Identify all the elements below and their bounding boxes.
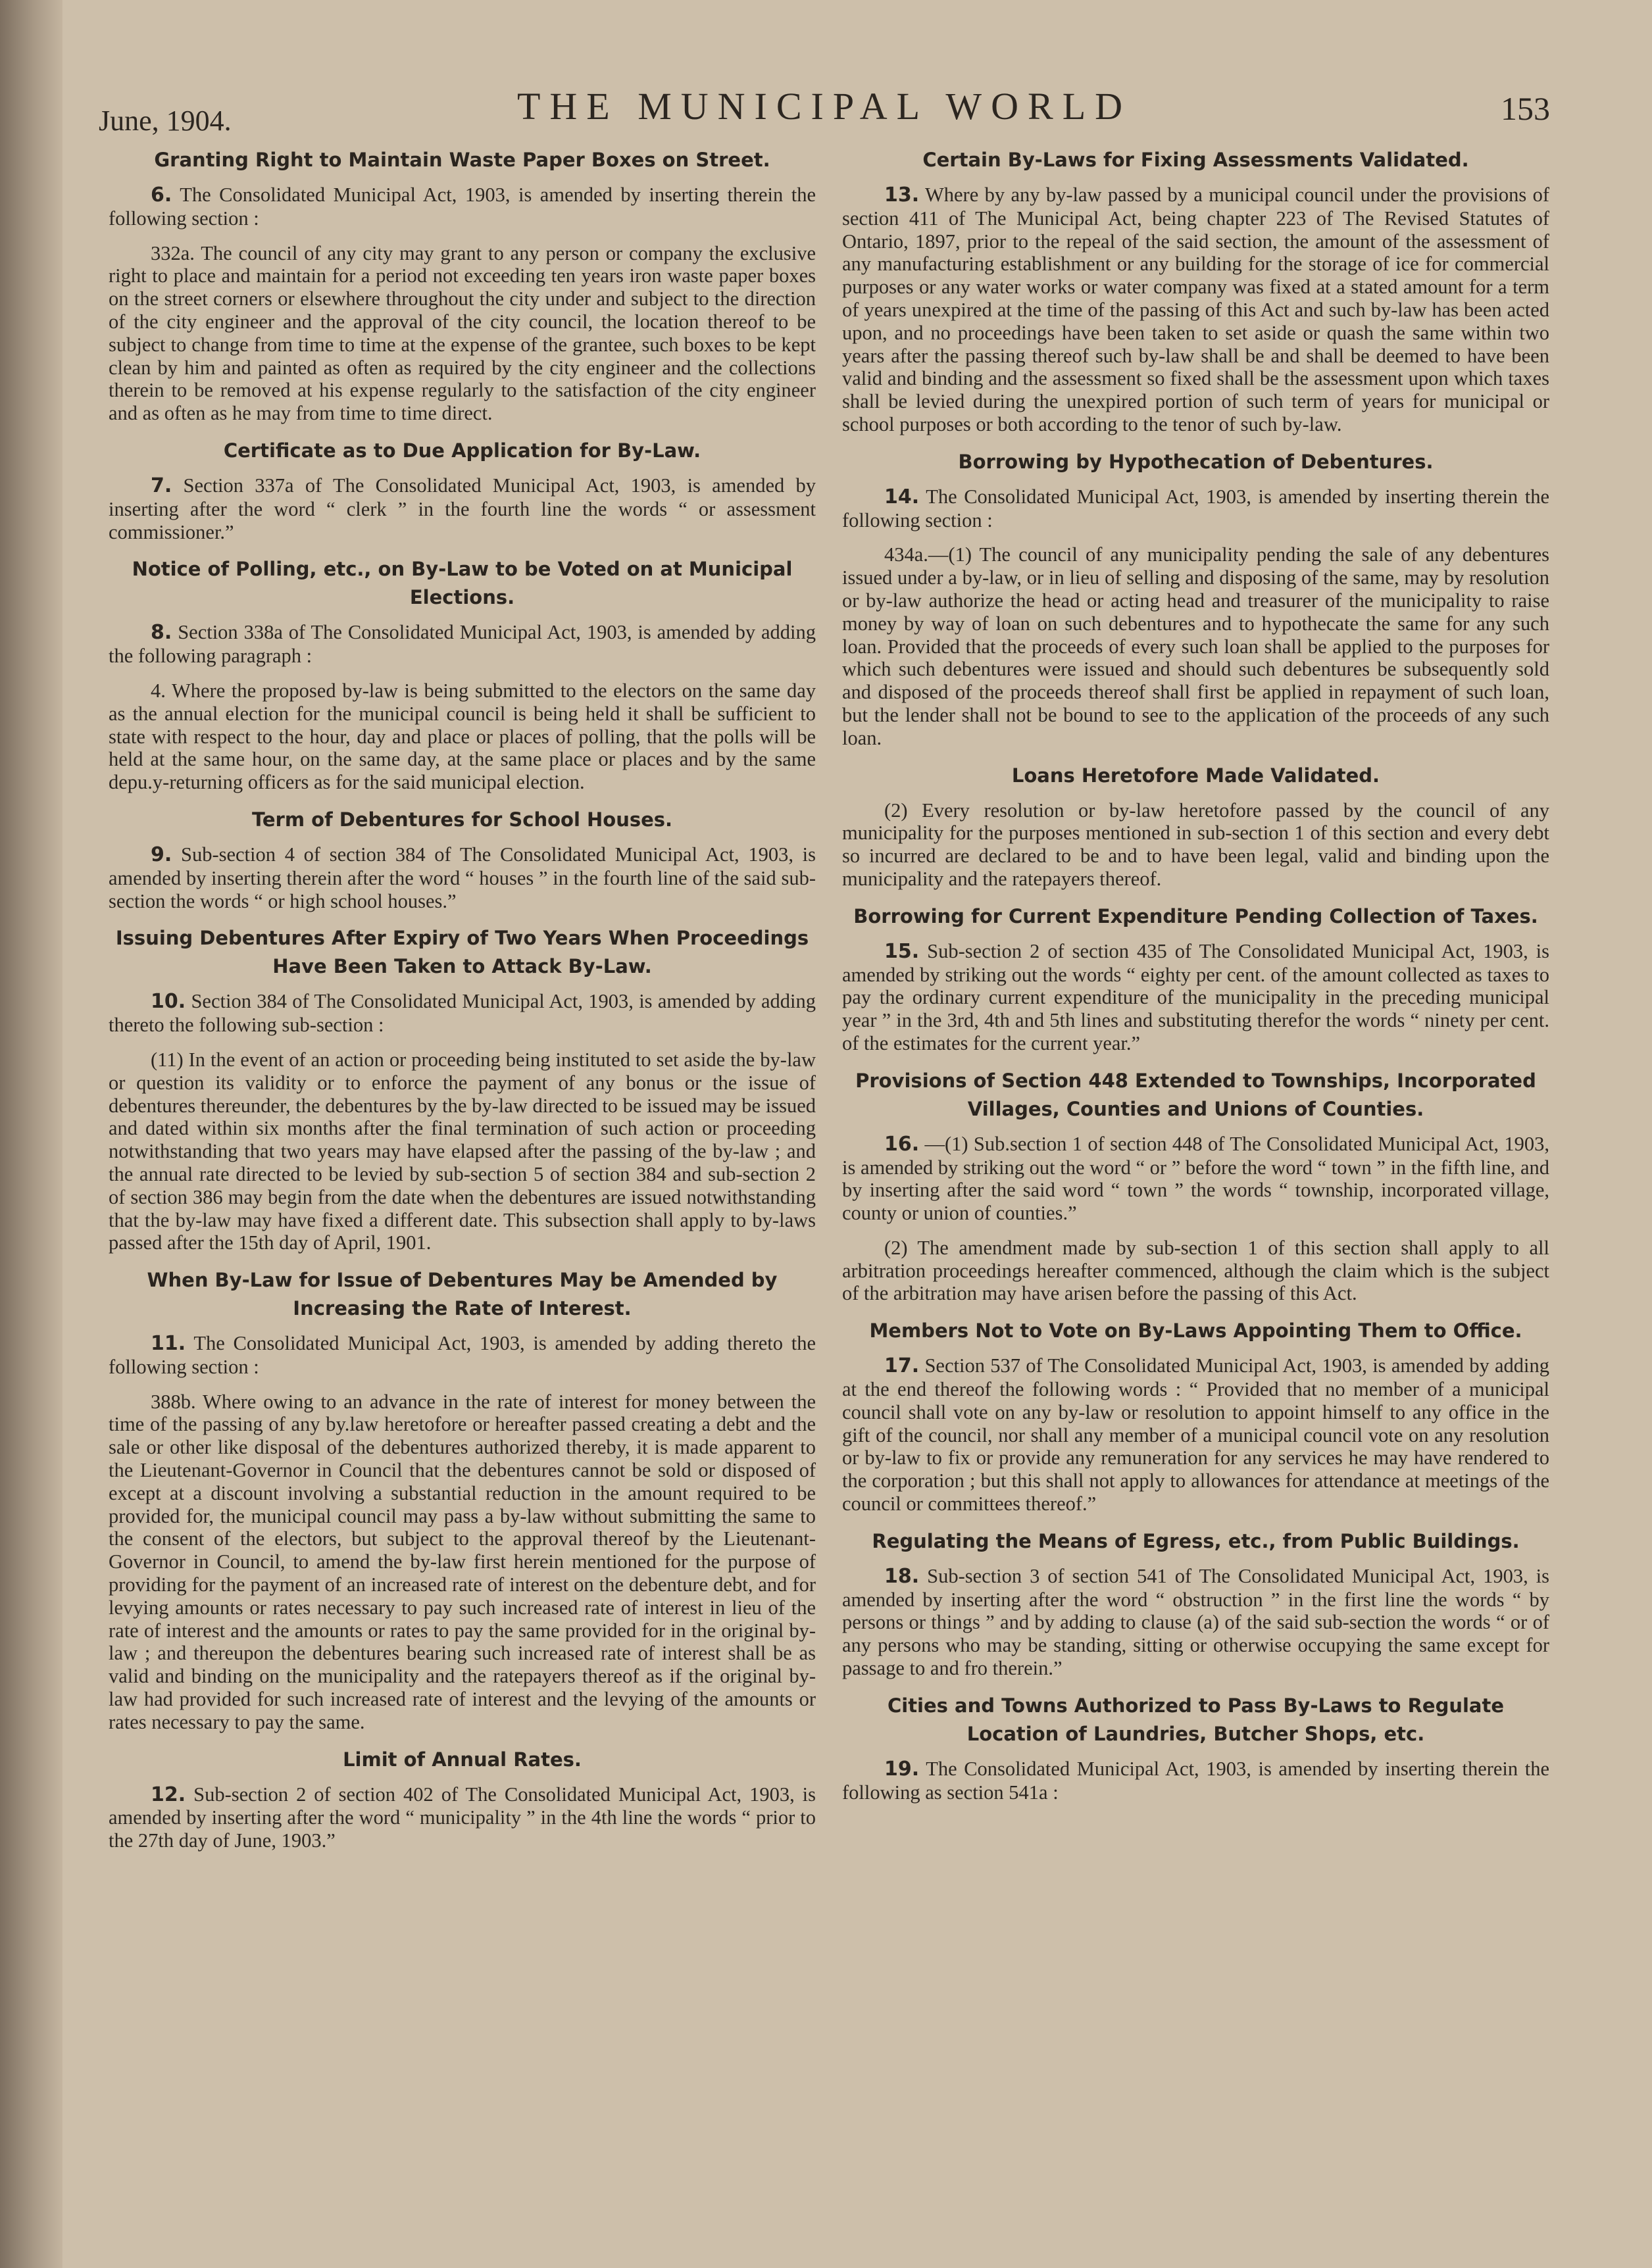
paragraph-text: Sub-section 2 of section 435 of The Consolidated Municipal Act, 1903, is amended by striking out the words “ eighty per cent. of the amount collected as taxes to pay the ordinary current expenditure of the municipality in the preceding municipal year ” in the 3rd, 4th and 5th lines and substituting therefor the words “ ninety per cent. of the estimates for the current year.”	[842, 939, 1550, 1054]
section-paragraph	[109, 1332, 816, 1379]
section-number: 6.	[151, 184, 172, 207]
paragraph-text: Where by any by-law passed by a municipal council under the provisions of section 411 of The Municipal Act, being chapter 223 of The Revised Statutes of Ontario, 1897, prior to the repeal of the said section, the amount of the assessment of any manufacturing establishment or any building for the storage of ice for commercial purposes or any water works or water company was fixed at a stated amount for a term of years unexpired at the time of the passing of this Act and such by-law has been acted upon, and no proceedings have been taken to set aside or quash the same within two years after the passing thereof such by-law shall be and shall be deemed to have been valid and binding and the assessment so fixed shall be the assessment upon which taxes shall be levied during the unexpired portion of such term of years for municipal or school purposes or both according to the tenor of such by-law.	[842, 184, 1549, 435]
paragraph-text: (2) Every resolution or by-law heretofore passed by the council of any municipality for the purposes mentioned in sub-section 1 of this section and every debt so incurred are declared to be and to have been legal, valid and binding upon the municipality and the ratepayers thereof.	[842, 799, 1549, 890]
section-paragraph	[842, 543, 1549, 749]
section-heading: Certain By-Laws for Fixing Assessments Validated.	[922, 149, 1469, 171]
page-number: 153	[1501, 90, 1550, 127]
paragraph-text: Section 338a of The Consolidated Municipal Act, 1903, is amended by adding the following paragraph :	[109, 621, 816, 668]
section-paragraph	[842, 485, 1549, 532]
publication-title: THE MUNICIPAL WORLD	[516, 85, 1132, 128]
section-paragraph	[109, 242, 816, 425]
section-heading: Borrowing by Hypothecation of Debentures.	[958, 450, 1434, 473]
paragraph-text: 4. Where the proposed by-law is being submitted to the electors on the same day as the annual election for the municipal council is being held it shall be sufficient to state with respect to the hour, day and place or places of polling, that the polls will be held at the same hour, on the same day, at the same place or places and by the same depu.y-returning officers as for the said municipal election.	[109, 679, 816, 794]
paragraph-text: (11) In the event of an action or proceeding being instituted to set aside the by-law or question its validity or to enforce the payment of any bonus or the issue of debentures thereunder, the debentures by the by-law directed to be issued may be issued and dated within six months after the final termination of such action or proceeding notwithstanding that two years may have elapsed after the passing of the by-law ; and the annual rate directed to be levied by sub-section 5 of section 384 and sub-section 2 of section 386 may begin from the date when the debentures are issued notwithstanding that the by-law may have fixed a different date. This subsection shall apply to by-laws passed after the 15th day of April, 1901.	[109, 1048, 816, 1254]
section-paragraph	[109, 1391, 816, 1734]
section-heading: Loans Heretofore Made Validated.	[1011, 764, 1380, 787]
section-paragraph	[842, 1758, 1549, 1804]
section-heading: Notice of Polling, etc., on By-Law to be Voted on at Municipal Elections.	[132, 558, 793, 609]
paragraph-text: 388b. Where owing to an advance in the rate of interest for money between the time of the passing of any by.law heretofore or hereafter passed creating a debt and the sale or other like disposal of the debentures authorized thereby, it is made apparent to the Lieutenant-Governor in Council that the debentures cannot be sold or disposed of except at a discount involving a substantial reduction in the amount required to be provided for, the municipal council may pass a by-law without submitting the same to the consent of the electors, but subject to the approval thereof by the Lieutenant-Governor in Council, to amend the by-law first herein mentioned for the purpose of providing for the payment of an increased rate of interest on the debenture debt, and for levying amounts or rates necessary to pay such increased rate of interest in lieu of the rate of interest and the amounts or rates to pay the same provided for in the original by-law ; and thereupon the debentures bearing such increased rate of interest shall be as valid and binding on the municipality and the ratepayers thereof as if the original by-law had provided for such increased rate of interest and the levying of the amounts or rates necessary to pay the same.	[109, 1390, 816, 1733]
paragraph-text: Sub-section 4 of section 384 of The Consolidated Municipal Act, 1903, is amended by inserting therein after the word “ houses ” in the fourth line of the said sub-section the words “ or high school houses.”	[109, 843, 816, 912]
section-heading: Borrowing for Current Expenditure Pending Collection of Taxes.	[853, 904, 1538, 927]
section-number: 12.	[151, 1783, 186, 1806]
section-number: 16.	[884, 1132, 920, 1156]
paragraph-text: The Consolidated Municipal Act, 1903, is amended by inserting therein the following as section 541a :	[842, 1757, 1550, 1804]
section-paragraph	[109, 1783, 816, 1852]
paragraph-text: Section 384 of The Consolidated Municipal Act, 1903, is amended by adding thereto the following sub-section :	[109, 990, 816, 1037]
paragraph-text: Sub-section 2 of section 402 of The Consolidated Municipal Act, 1903, is amended by inserting after the word “ municipality ” in the 4th line the words “ prior to the 27th day of June, 1903.”	[109, 1783, 816, 1852]
paragraph-text: 332a. The council of any city may grant to any person or company the exclusive right to place and maintain for a period not exceeding ten years iron waste paper boxes on the street corners or elsewhere throughout the city under and subject to the direction of the city engineer and the approval of the city council, the location thereof to be subject to change from time to time at the expense of the grantee, such boxes to be kept clean by him and painted as often as required by the city engineer and the collections therein to be removed at his expense regularly to the satisfaction of the city engineer and as often as he may from time to time direct.	[109, 241, 816, 425]
section-paragraph	[842, 1354, 1549, 1516]
paragraph-text: (2) The amendment made by sub-section 1 of this section shall apply to all arbitration proceedings hereafter commenced, although the claim which is the subject of the arbitration may have arisen before the passing of this Act.	[842, 1236, 1549, 1305]
section-number: 10.	[151, 990, 186, 1014]
running-header	[99, 78, 1550, 137]
section-paragraph	[109, 990, 816, 1037]
left-column	[109, 146, 816, 1864]
section-number: 14.	[884, 485, 920, 508]
section-paragraph	[109, 1048, 816, 1254]
paragraph-text: Section 537 of The Consolidated Municipal Act, 1903, is amended by adding at the end thereof the following words : “ Provided that no member of a municipal council shall vote on any by-law or resolution to appoint himself to any office in the gift of the council, nor shall any member of a municipal council vote on any resolution or by-law to fix or provide any remuneration for any services he may have rendered to the corporation ; but this shall not apply to allowances for attendance at meetings of the council or committees thereof.”	[842, 1354, 1549, 1516]
section-heading: Limit of Annual Rates.	[343, 1748, 582, 1771]
issue-date: June, 1904.	[99, 105, 232, 137]
section-paragraph	[842, 184, 1549, 436]
paragraph-text: The Consolidated Municipal Act, 1903, is amended by inserting therein the following section :	[842, 485, 1550, 531]
section-heading: Regulating the Means of Egress, etc., from Public Buildings.	[872, 1529, 1520, 1552]
section-heading: Issuing Debentures After Expiry of Two Years When Proceedings Have Been Taken to Attack By-Law.	[115, 927, 809, 978]
right-column	[842, 146, 1549, 1815]
section-paragraph	[842, 1133, 1549, 1225]
paragraph-text: The Consolidated Municipal Act, 1903, is amended by adding thereto the following section :	[109, 1332, 816, 1378]
paragraph-text: Section 337a of The Consolidated Municipal Act, 1903, is amended by inserting after the word “ clerk ” in the fourth line the words “ or assessment commissioner.”	[109, 474, 816, 543]
section-heading: Members Not to Vote on By-Laws Appointing Them to Office.	[869, 1319, 1522, 1343]
section-heading: Certificate as to Due Application for By-Law.	[223, 439, 701, 462]
paragraph-text: 434a.—(1) The council of any municipality pending the sale of any debentures issued under a by-law, or in lieu of selling and disposing of the same, may by resolution or by-law authorize the head or acting head and treasurer of the municipality to raise money by way of loan on such debentures and to hypothecate the same for any such loan. Provided that the proceeds of every such loan shall be applied to the purposes for which such debentures were issued and should such debentures be subsequently sold and disposed of the proceeds thereof shall first be applied in repayment of such loan, but the lender shall not be bound to see to the application of the proceeds of any such loan.	[842, 543, 1549, 749]
section-paragraph	[842, 1565, 1549, 1680]
section-heading: Granting Right to Maintain Waste Paper Boxes on Street.	[154, 149, 770, 171]
section-number: 18.	[884, 1564, 920, 1588]
section-heading: Term of Debentures for School Houses.	[251, 808, 673, 831]
section-paragraph	[109, 474, 816, 543]
section-number: 15.	[884, 939, 920, 963]
section-number: 17.	[884, 1354, 920, 1378]
scan-binding-edge	[0, 0, 63, 2268]
section-number: 11.	[151, 1332, 186, 1356]
section-paragraph	[842, 799, 1549, 891]
section-paragraph	[842, 1237, 1549, 1305]
section-paragraph	[109, 184, 816, 230]
paragraph-text: —(1) Sub.section 1 of section 448 of The Consolidated Municipal Act, 1903, is amended by striking out the word “ or ” before the word “ town ” in the fifth line, and by inserting after the said word “ town ” the words “ township, incorporated village, county or union of counties.”	[842, 1132, 1549, 1225]
section-number: 9.	[151, 843, 172, 866]
section-paragraph	[842, 940, 1549, 1055]
section-heading: Cities and Towns Authorized to Pass By-Laws to Regulate Location of Laundries, Butcher Shops, etc.	[887, 1694, 1505, 1745]
section-number: 7.	[151, 474, 172, 497]
paragraph-text: The Consolidated Municipal Act, 1903, is amended by inserting therein the following section :	[109, 184, 816, 230]
section-number: 13.	[884, 184, 920, 207]
section-paragraph	[109, 679, 816, 794]
paragraph-text: Sub-section 3 of section 541 of The Consolidated Municipal Act, 1903, is amended by inserting after the word “ obstruction ” in the first line the words “ by persons or things ” and by adding to clause (a) of the said sub-section the words “ or of any persons who may be standing, sitting or otherwise occupying the same except for passage to and fro therein.”	[842, 1564, 1550, 1680]
section-paragraph	[109, 843, 816, 912]
section-heading: Provisions of Section 448 Extended to Townships, Incorporated Villages, Counties and Unions of Counties.	[855, 1069, 1536, 1120]
section-number: 19.	[884, 1757, 920, 1781]
section-paragraph	[109, 621, 816, 668]
section-number: 8.	[151, 621, 172, 645]
section-heading: When By-Law for Issue of Debentures May be Amended by Increasing the Rate of Interest.	[147, 1269, 778, 1320]
